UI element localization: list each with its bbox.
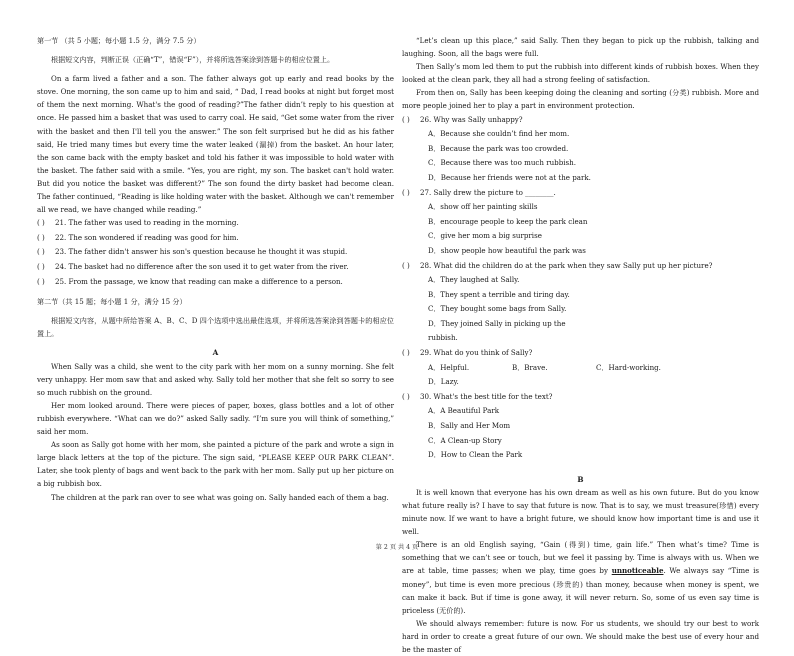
option-a: A．show off her painting skills — [428, 202, 538, 212]
question-text: 27. Sally drew the picture to ________. — [420, 187, 556, 197]
option-list — [402, 200, 759, 258]
answer-blank: ( ) — [402, 260, 410, 270]
section2-instruction: 根据短文内容，从题中所给答案 A、B、C、D 四个选项中选出最佳选项，并将所选答案涂到答题卡的相应位置上。 — [37, 316, 394, 339]
left-column — [37, 34, 394, 504]
option-list — [402, 273, 759, 346]
tf-question-23 — [37, 245, 394, 260]
option-list — [402, 361, 759, 390]
mc-question-27 — [402, 186, 759, 201]
option-c: C．Because there was too much rubbish. — [428, 158, 576, 168]
question-text: 28. What did the children do at the park when they saw Sally put up her picture? — [420, 260, 713, 270]
passage-a-paragraph: Her mom looked around. There were pieces of paper, boxes, glass bottles and a lot of other rubbish everywhere. “What can we do?” asked Sally sadly. “I’m sure you will think of something,” said her mom. — [37, 400, 394, 437]
question-text: 26. Why was Sally unhappy? — [420, 114, 523, 124]
question-text: 29. What do you think of Sally? — [420, 348, 533, 358]
underlined-word: unnoticeable — [611, 566, 664, 576]
option-d: D．They joined Sally in picking up the rubbish. — [428, 318, 566, 343]
question-text: 30. What's the best title for the text? — [420, 391, 553, 401]
passage-a-title: A — [212, 348, 219, 358]
question-text: 24. The basket had no difference after the son used it to get water from the river. — [55, 262, 349, 271]
tf-question-21 — [37, 216, 394, 231]
passage1-paragraph: On a farm lived a father and a son. The father always got up early and read books by the stove. One morning, the son came up to him and said, “ Dad, I read books at night but forget most of them the next morning. What's the good of reading?”The father didn’t reply to his question at once. He passed him a basket that was used to carry coal. He said, “Get some water from the river with the basket and then I'll tell you the answer.” The son felt surprised but he did as his father said, He tried many times but every time the water leaked (漏掉) from the basket. An hour later, the son came back with the empty basket and told his father it was impossible to hold water with the basket. The father said with a smile. “Yes, you are right, my son. The basket can't hold water. But did you notice the basket was different?” The son found the dirty basket had become clean. The father continued, “Reading is like holding water with the basket. Although we can't remember all we read, we have changed while reading.” — [37, 74, 394, 215]
option-c: C．give her mom a big surprise — [428, 231, 542, 241]
tf-question-list — [37, 216, 394, 289]
passage-b-text: There is an old English saying, “Gain (得到) time, gain life.” Then what’s time? Time is something that we can’t see or touch, but we feel it passing by. Time is always with us. When we are at table, time passes; when we play, time goes by — [402, 540, 759, 576]
question-text: 25. From the passage, we know that reading can make a difference to a person. — [55, 276, 343, 286]
option-a: A．A Beautiful Park — [428, 406, 500, 416]
mc-question-30 — [402, 390, 759, 405]
option-c: C．Hard-working. — [596, 362, 661, 372]
option-b: B．Because the park was too crowded. — [428, 143, 569, 153]
mc-question-28 — [402, 259, 759, 274]
section1-heading: 第一节 （共 5 小题；每小题 1.5 分，满分 7.5 分） — [37, 36, 201, 45]
mc-question-29 — [402, 346, 759, 361]
passage-a-paragraph: When Sally was a child, she went to the city park with her mom on a sunny morning. She felt very unhappy. Her mom saw that and asked why. Sally told her mother that she felt so sorry to see so much rubbish on the ground. — [37, 361, 394, 397]
page-footer: 第 2 页 共 4 页 — [375, 544, 419, 551]
option-b: B．Brave. — [512, 362, 548, 372]
section1-instruction: 根据短文内容，判断正误（正确“T”，错误“F”），并将所选答案涂到答题卡的相应位置上。 — [51, 55, 335, 65]
passage-a-paragraph: From then on, Sally has been keeping doing the cleaning and sorting (分类) rubbish. More and more people joined her to play a part in environment protection. — [402, 88, 759, 111]
option-d: D．Lazy. — [428, 377, 459, 387]
option-c: C．A Clean-up Story — [428, 435, 502, 445]
answer-blank: ( ) — [402, 187, 410, 197]
option-a: A．Helpful. — [428, 362, 470, 372]
passage-a-paragraph: “Let’s clean up this place,” said Sally. Then they began to pick up the rubbish, talking and laughing. Soon, all the bags were full. — [402, 36, 759, 59]
option-d: D．How to Clean the Park — [428, 450, 523, 460]
option-d: D．Because her friends were not at the park. — [428, 172, 591, 182]
answer-blank: ( ) — [37, 247, 45, 257]
mc-question-26 — [402, 113, 759, 128]
option-list — [402, 404, 759, 462]
question-text: 21. The father was used to reading in the morning. — [55, 218, 239, 228]
question-text: 22. The son wondered if reading was good for him. — [55, 232, 239, 242]
answer-blank: ( ) — [402, 348, 410, 358]
question-text: 23. The father didn't answer his son's question because he thought it was stupid. — [55, 247, 348, 257]
answer-blank: ( ) — [402, 391, 410, 401]
answer-blank: ( ) — [402, 114, 410, 124]
tf-question-24 — [37, 260, 394, 275]
option-c: C．They bought some bags from Sally. — [428, 304, 567, 314]
passage-a-paragraph: As soon as Sally got home with her mom, she painted a picture of the park and wrote a sign in large black letters at the top of the picture. The sign said, “PLEASE KEEP OUR PARK CLEAN”. Later, she took plenty of bags and went back to the park with her mom. Sally put up her picture on a big rubbish box. — [37, 440, 394, 489]
section2-heading: 第二节（共 15 题；每小题 1 分，满分 15 分） — [37, 297, 187, 307]
option-b: B．Sally and Her Mom — [428, 421, 511, 431]
passage-a-paragraph: The children at the park ran over to see what was going on. Sally handed each of them a bag. — [51, 492, 389, 502]
option-list — [402, 127, 759, 185]
option-a: A．They laughed at Sally. — [428, 275, 520, 285]
answer-blank: ( ) — [37, 218, 45, 228]
tf-question-25 — [37, 275, 394, 290]
mc-question-list — [402, 113, 759, 463]
option-a: A．Because she couldn’t find her mom. — [428, 129, 570, 139]
passage-a-paragraph: Then Sally’s mom led them to put the rubbish into different kinds of rubbish boxes. When they looked at the clean park, they all had a strong feeling of satisfaction. — [402, 62, 759, 85]
option-b: B．They spent a terrible and tiring day. — [428, 289, 570, 299]
option-d: D．show people how beautiful the park was — [428, 245, 586, 255]
answer-blank: ( ) — [37, 262, 45, 271]
passage-b-paragraph: It is well known that everyone has his own dream as well as his own future. But do you know what future really is? I have to say that future is now. That is to say, we must treasure(珍惜) every minute now. If we want to have a bright future, we should know how important time is and use it well. — [402, 487, 759, 537]
right-column — [402, 34, 759, 656]
answer-blank: ( ) — [37, 232, 45, 242]
passage-b-text: . We always say “Time is money”, but time is even more precious (珍贵的) than money, because when money is spent, we can make it back. But if time is gone away, it will never return. So, some of us even say time is priceless (无价的). — [402, 566, 759, 615]
passage-b-title: B — [577, 474, 584, 484]
answer-blank: ( ) — [37, 276, 45, 286]
option-b: B．encourage people to keep the park clean — [428, 216, 588, 226]
passage-b-paragraph: We should always remember: future is now. For us students, we should try our best to work hard in order to create a great future of our own. We should make the best use of every hour and be the master of — [402, 618, 759, 655]
tf-question-22 — [37, 231, 394, 246]
